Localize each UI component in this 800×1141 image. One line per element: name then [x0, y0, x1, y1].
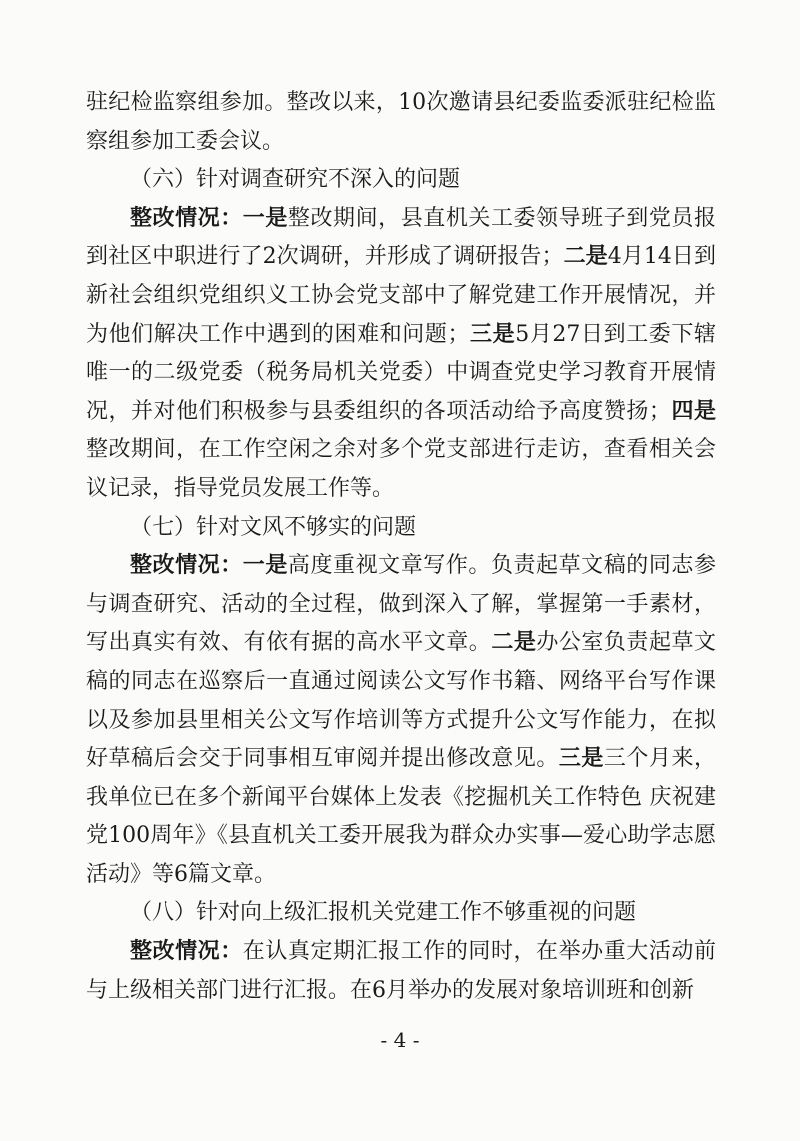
paragraph-rectification-eight: [86, 933, 716, 1010]
section-heading-six: （六）针对调查研究不深入的问题: [130, 167, 461, 193]
paragraph-text: 三个月来，我单位已在多个新闻平台媒体上发表《挖掘机关工作特色 庆祝建党100周年》《县直机关工委开展我为群众办实事—爱心助学志愿活动》等6篇文章。: [86, 746, 716, 887]
paragraph-label: 整改情况：: [130, 553, 243, 579]
ordinal-marker: 二是: [563, 244, 608, 270]
ordinal-marker: 一是: [242, 205, 288, 231]
ordinal-marker: 二是: [491, 630, 537, 656]
paragraph-text: 整改期间，县直机关工委领导班子到党员报到社区中职进行了2次调研，并形成了调研报告；: [86, 205, 716, 270]
paragraph-rectification-six: [86, 200, 716, 509]
paragraph-label: 整改情况：: [130, 205, 243, 231]
document-body: [86, 84, 716, 1010]
paragraph-text: 4月14日到新社会组织党组织义工协会党支部中了解党建工作开展情况，并为他们解决工作中遇到的困难和问题；: [86, 244, 716, 347]
paragraph-label: 整改情况：: [130, 939, 243, 965]
paragraph-continuation: 驻纪检监察组参加。整改以来，10次邀请县纪委监委派驻纪检监察组参加工委会议。: [86, 90, 716, 154]
section-heading-eight: （八）针对向上级汇报机关党建工作不够重视的问题: [130, 900, 637, 926]
paragraph-text: 高度重视文章写作。负责起草文稿的同志参与调查研究、活动的全过程，做到深入了解，掌握第一手素材，写出真实有效、有依有据的高水平文章。: [86, 553, 716, 656]
paragraph-text: 办公室负责起草文稿的同志在巡察后一直通过阅读公文写作书籍、网络平台写作课以及参加县里相关公文写作培训等方式提升公文写作能力，在拟好草稿后会交于同事相互审阅并提出修改意见。: [86, 630, 716, 772]
paragraph-text: 5月27日到工委下辖唯一的二级党委（税务局机关党委）中调查党史学习教育开展情况，并对他们积极参与县委组织的各项活动给予高度赞扬；: [86, 321, 716, 424]
paragraph-text: 在认真定期汇报工作的同时，在举办重大活动前与上级相关部门进行汇报。在6月举办的发展对象培训班和创新: [86, 939, 716, 1003]
section-heading-seven: （七）针对文风不够实的问题: [130, 514, 417, 540]
paragraph-text: 整改期间，在工作空闲之余对多个党支部进行走访，查看相关会议记录，指导党员发展工作等。: [86, 437, 716, 501]
ordinal-marker: 三是: [558, 746, 604, 772]
ordinal-marker: 一是: [242, 553, 288, 579]
paragraph-rectification-seven: [86, 547, 716, 894]
ordinal-marker: 四是: [670, 398, 716, 424]
ordinal-marker: 三是: [469, 321, 516, 347]
page-number: - 4 -: [380, 1028, 420, 1052]
